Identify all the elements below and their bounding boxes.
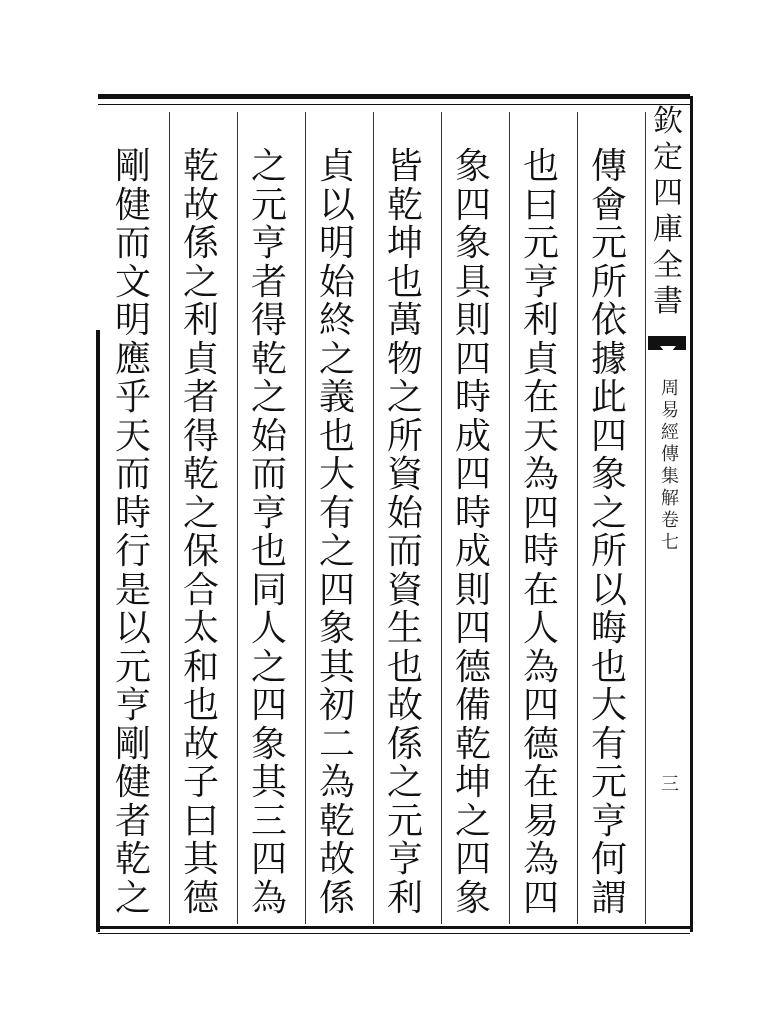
text-char: 元 [522,223,559,265]
title-char: 定 [653,140,683,175]
text-char: 係 [318,877,355,919]
text-column [446,148,500,918]
text-char: 四 [454,338,491,380]
text-char: 象 [454,146,491,188]
text-char: 四 [454,839,491,881]
column-divider [373,112,374,924]
text-char: 天 [522,415,559,457]
text-char: 元 [250,184,287,226]
text-char: 亨 [250,492,287,534]
text-char: 而 [114,223,151,265]
text-char: 乾 [454,723,491,765]
text-char: 生 [386,608,423,650]
text-char: 三 [250,800,287,842]
text-char: 者 [250,261,287,303]
text-char: 之 [182,492,219,534]
text-char: 元 [386,800,423,842]
text-char: 則 [454,569,491,611]
text-char: 則 [454,300,491,342]
text-char: 為 [522,454,559,496]
text-char: 大 [590,685,627,727]
text-char: 四 [250,839,287,881]
section-label-char: 傳 [661,444,679,465]
text-column [514,148,568,918]
text-char: 之 [114,877,151,919]
column-divider [169,112,170,924]
text-char: 人 [522,608,559,650]
text-char: 為 [522,646,559,688]
text-char: 亨 [522,261,559,303]
frame-top-inner-border [98,104,690,105]
text-char: 之 [250,377,287,419]
text-char: 健 [114,184,151,226]
column-divider [305,112,306,924]
text-char: 會 [590,184,627,226]
section-label-char: 集 [661,466,679,487]
text-char: 物 [386,338,423,380]
text-char: 貞 [182,338,219,380]
text-char: 皆 [386,146,423,188]
text-char: 此 [590,377,627,419]
text-char: 利 [182,300,219,342]
text-char: 利 [386,877,423,919]
text-char: 四 [454,608,491,650]
text-char: 乾 [386,184,423,226]
text-char: 初 [318,685,355,727]
text-char: 象 [590,454,627,496]
text-char: 天 [114,415,151,457]
text-char: 始 [386,492,423,534]
text-char: 之 [318,531,355,573]
text-char: 其 [250,762,287,804]
text-char: 為 [522,839,559,881]
text-char: 易 [522,800,559,842]
text-char: 具 [454,261,491,303]
text-char: 太 [182,608,219,650]
text-char: 明 [114,300,151,342]
text-column [378,148,432,918]
text-char: 故 [182,184,219,226]
section-label-char: 周 [661,378,679,399]
text-char: 也 [386,261,423,303]
text-char: 行 [114,531,151,573]
text-char: 貞 [318,146,355,188]
text-char: 故 [182,723,219,765]
text-char: 合 [182,569,219,611]
text-char: 時 [454,377,491,419]
text-char: 以 [318,184,355,226]
text-char: 之 [386,377,423,419]
text-char: 文 [114,261,151,303]
text-char: 亨 [114,685,151,727]
text-char: 以 [590,569,627,611]
text-column [106,148,160,918]
text-char: 也 [386,646,423,688]
text-char: 時 [522,531,559,573]
text-char: 亨 [250,223,287,265]
text-char: 時 [114,492,151,534]
text-char: 而 [250,454,287,496]
text-column [242,148,296,918]
text-char: 終 [318,300,355,342]
text-char: 也 [522,146,559,188]
text-char: 也 [182,685,219,727]
text-char: 乾 [250,338,287,380]
column-divider [577,112,578,924]
text-char: 備 [454,685,491,727]
text-char: 為 [318,762,355,804]
text-char: 所 [386,415,423,457]
text-char: 同 [250,569,287,611]
text-char: 者 [114,800,151,842]
text-char: 成 [454,531,491,573]
text-char: 乎 [114,377,151,419]
text-char: 故 [318,839,355,881]
text-char: 萬 [386,300,423,342]
text-char: 象 [454,877,491,919]
fish-tail-mark [648,336,686,350]
text-char: 亨 [590,800,627,842]
text-char: 之 [318,338,355,380]
text-char: 據 [590,338,627,380]
text-char: 人 [250,608,287,650]
text-char: 乾 [182,454,219,496]
text-char: 為 [250,877,287,919]
column-divider [441,112,442,924]
text-char: 所 [590,261,627,303]
text-char: 之 [590,492,627,534]
text-char: 乾 [318,800,355,842]
book-section-label [656,378,684,554]
text-char: 利 [522,300,559,342]
text-char: 象 [250,723,287,765]
text-char: 乾 [114,839,151,881]
title-char: 四 [653,176,683,211]
text-char: 有 [318,492,355,534]
text-char: 保 [182,531,219,573]
text-char: 元 [114,646,151,688]
text-char: 得 [182,415,219,457]
text-char: 是 [114,569,151,611]
text-char: 得 [250,300,287,342]
text-char: 有 [590,723,627,765]
column-divider [237,112,238,924]
title-char: 書 [653,284,683,319]
title-char: 庫 [653,212,683,247]
text-char: 貞 [522,338,559,380]
text-char: 四 [522,877,559,919]
page-number: 三 [661,774,679,795]
text-char: 以 [114,608,151,650]
text-char: 明 [318,223,355,265]
text-char: 在 [522,377,559,419]
text-char: 者 [182,377,219,419]
text-char: 亨 [386,839,423,881]
title-char: 全 [653,248,683,283]
text-char: 而 [114,454,151,496]
text-char: 之 [454,800,491,842]
text-char: 謂 [590,877,627,919]
frame-right-border [690,96,693,932]
text-char: 四 [590,415,627,457]
text-char: 象 [454,223,491,265]
text-char: 和 [182,646,219,688]
text-char: 在 [522,569,559,611]
section-label-char: 解 [661,488,679,509]
text-char: 四 [250,685,287,727]
text-char: 之 [386,762,423,804]
text-char: 資 [386,569,423,611]
section-label-char: 易 [661,400,679,421]
text-char: 坤 [454,762,491,804]
text-char: 係 [182,223,219,265]
text-column [310,148,364,918]
text-char: 四 [318,569,355,611]
text-char: 其 [182,839,219,881]
text-char: 元 [590,762,627,804]
text-char: 始 [250,415,287,457]
text-char: 何 [590,839,627,881]
text-char: 大 [318,454,355,496]
text-char: 四 [522,685,559,727]
text-char: 也 [250,531,287,573]
text-char: 子 [182,762,219,804]
text-char: 時 [454,492,491,534]
text-char: 象 [318,608,355,650]
text-char: 曰 [522,184,559,226]
text-char: 二 [318,723,355,765]
text-char: 應 [114,338,151,380]
text-column [174,148,228,918]
text-char: 德 [182,877,219,919]
section-label-char: 經 [661,422,679,443]
frame-bottom-border [98,926,690,929]
column-divider [509,112,510,924]
text-char: 元 [590,223,627,265]
text-char: 傳 [590,146,627,188]
text-char: 乾 [182,146,219,188]
column-divider [645,112,646,924]
text-char: 之 [250,646,287,688]
text-char: 剛 [114,146,151,188]
text-char: 所 [590,531,627,573]
text-char: 健 [114,762,151,804]
title-char: 欽 [653,104,683,139]
text-char: 也 [590,646,627,688]
text-char: 曰 [182,800,219,842]
text-char: 晦 [590,608,627,650]
frame-top-border [98,94,690,99]
text-char: 四 [454,184,491,226]
text-char: 之 [250,146,287,188]
text-char: 始 [318,261,355,303]
text-char: 依 [590,300,627,342]
text-char: 係 [386,723,423,765]
frame-left-border [96,330,100,932]
text-char: 其 [318,646,355,688]
text-char: 德 [522,723,559,765]
text-char: 在 [522,762,559,804]
text-char: 義 [318,377,355,419]
text-column [582,148,636,918]
text-char: 剛 [114,723,151,765]
text-char: 之 [182,261,219,303]
text-char: 故 [386,685,423,727]
text-char: 也 [318,415,355,457]
book-title [650,104,686,320]
text-char: 坤 [386,223,423,265]
section-label-char: 七 [661,532,679,553]
text-char: 德 [454,646,491,688]
text-char: 而 [386,531,423,573]
section-label-char: 卷 [661,510,679,531]
text-char: 四 [454,454,491,496]
text-char: 四 [522,492,559,534]
frame-bottom-inner-border [98,933,690,934]
text-char: 資 [386,454,423,496]
text-char: 成 [454,415,491,457]
